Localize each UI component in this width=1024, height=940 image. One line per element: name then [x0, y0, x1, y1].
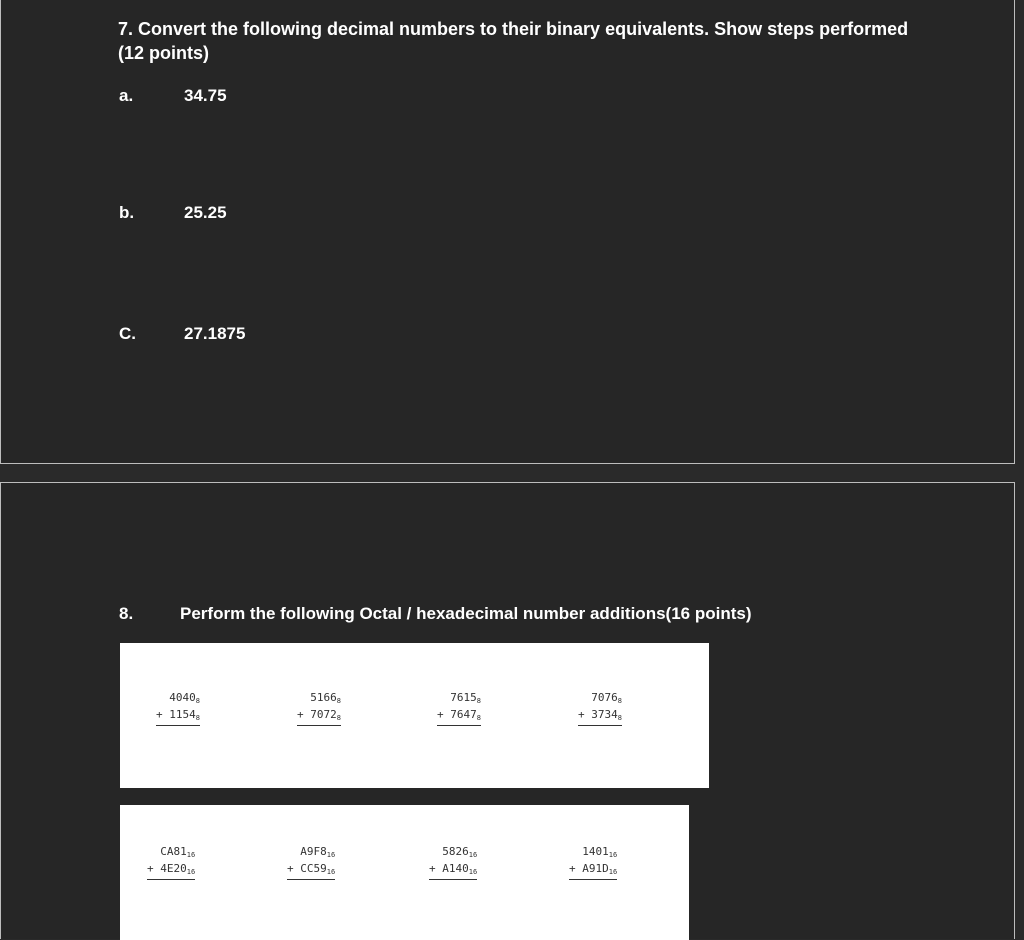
question-7-title: 7. Convert the following decimal numbers to their binary equivalents. Show steps performed (12 points) — [118, 19, 909, 63]
part-b-value: 25.25 — [184, 203, 227, 222]
addition-problem — [578, 691, 622, 726]
part-c-value: 27.1875 — [184, 324, 246, 343]
part-c-label: C. — [119, 324, 136, 343]
addend: + $7072_8$ — [297, 708, 341, 726]
augend: $5826_{16}$ — [442, 845, 478, 859]
octal-addition-problems — [120, 643, 709, 788]
augend: $CA81_{16}$ — [160, 845, 196, 859]
addend: + $4E20_{16}$ — [147, 862, 195, 880]
addition-problem — [569, 845, 617, 880]
addend: + $7647_8$ — [437, 708, 481, 726]
augend: $1401_{16}$ — [582, 845, 618, 859]
part-a-value: 34.75 — [184, 86, 227, 105]
question-8-panel — [0, 482, 1015, 939]
augend: $4040_8$ — [169, 691, 200, 705]
addition-problem — [156, 691, 200, 726]
addend: + $A140_{16}$ — [429, 862, 477, 880]
question-7-panel — [0, 0, 1015, 464]
addend: + $CC59_{16}$ — [287, 862, 335, 880]
addend: + $1154_8$ — [156, 708, 200, 726]
augend: $7076_8$ — [591, 691, 622, 705]
addend: + $3734_8$ — [578, 708, 622, 726]
hex-addition-problems — [120, 805, 689, 940]
addition-problem — [429, 845, 477, 880]
augend: $7615_8$ — [450, 691, 481, 705]
part-b-label: b. — [119, 203, 135, 222]
question-8-title: Perform the following Octal / hexadecimal number additions(16 points) — [180, 604, 752, 623]
augend: $A9F8_{16}$ — [300, 845, 336, 859]
question-8-number: 8. — [119, 604, 134, 623]
addend: + $A91D_{16}$ — [569, 862, 617, 880]
part-a-label: a. — [119, 86, 134, 105]
addition-problem — [287, 845, 335, 880]
augend: $5166_8$ — [310, 691, 341, 705]
addition-problem — [437, 691, 481, 726]
addition-problem — [297, 691, 341, 726]
addition-problem — [147, 845, 195, 880]
